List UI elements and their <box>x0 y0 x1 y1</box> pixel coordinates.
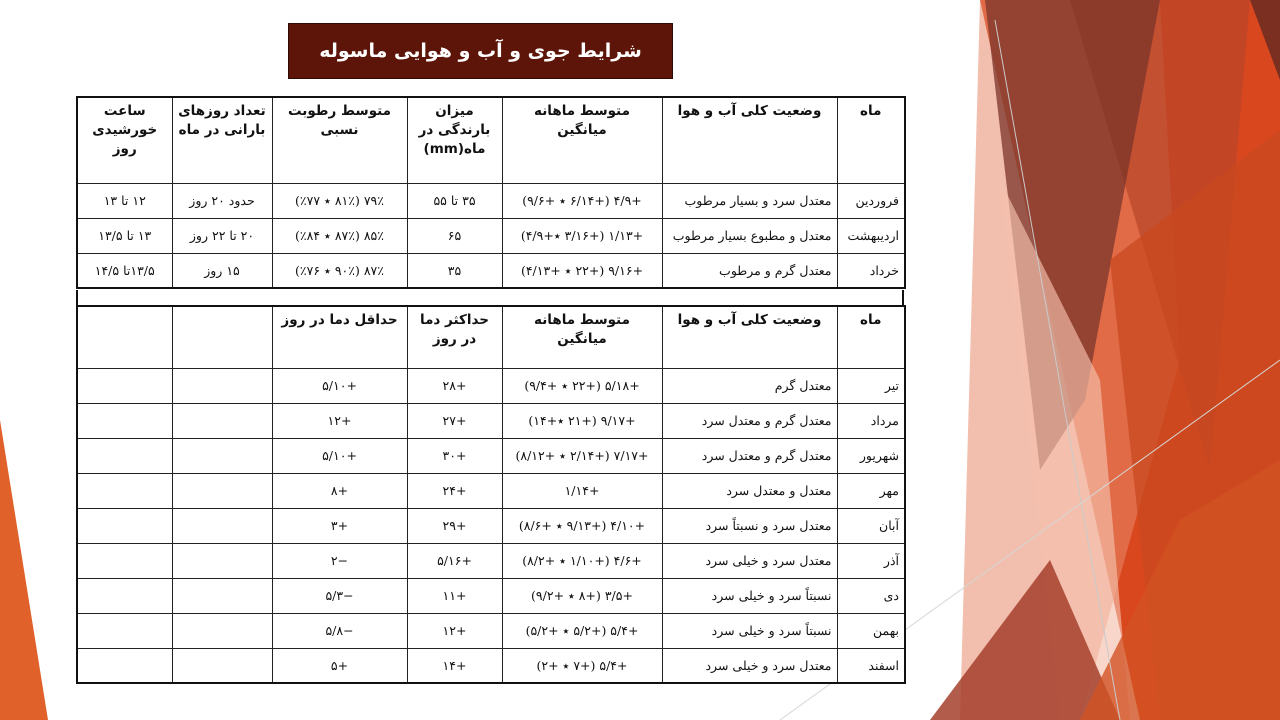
cell-month: خرداد <box>837 253 905 288</box>
header-climate: وضعیت کلی آب و هوا <box>662 306 837 368</box>
cell-rainy-days: ۱۵ روز <box>172 253 272 288</box>
cell-min-temp: +۵ <box>272 648 407 683</box>
cell-empty <box>172 368 272 403</box>
cell-month: فروردین <box>837 183 905 218</box>
cell-min-temp: −۲ <box>272 543 407 578</box>
cell-avg-temp: +۴/۹ (+۶/۱۴ ٭ +۹/۶) <box>502 183 662 218</box>
table-row <box>77 368 905 403</box>
table-header-row <box>77 97 905 183</box>
cell-avg-temp: +۴/۶ (+۱/۱۰ ٭ +۸/۲) <box>502 543 662 578</box>
cell-humidity: ۸۷٪ (۹۰٪ ٭ ۷۶٪) <box>272 253 407 288</box>
cell-empty <box>172 648 272 683</box>
cell-max-temp: +۱۴ <box>407 648 502 683</box>
cell-empty <box>77 403 172 438</box>
cell-min-temp: +۵/۱۰ <box>272 368 407 403</box>
header-min-temp: حداقل دما در روز <box>272 306 407 368</box>
header-humidity: متوسط رطوبت نسبی <box>272 97 407 183</box>
table-separator <box>76 290 904 305</box>
cell-empty <box>77 368 172 403</box>
cell-sun-hours: ۱۳/۵تا ۱۴/۵ <box>77 253 172 288</box>
header-empty <box>77 306 172 368</box>
cell-month: آذر <box>837 543 905 578</box>
page-title: شرایط جوی و آب و هوایی ماسوله <box>288 23 673 79</box>
cell-rainy-days: حدود ۲۰ روز <box>172 183 272 218</box>
cell-avg-temp: +۱/۱۴ <box>502 473 662 508</box>
cell-month: مهر <box>837 473 905 508</box>
cell-empty <box>77 508 172 543</box>
cell-rainy-days: ۲۰ تا ۲۲ روز <box>172 218 272 253</box>
cell-month: آبان <box>837 508 905 543</box>
table-row <box>77 648 905 683</box>
cell-month: اردیبهشت <box>837 218 905 253</box>
cell-rainfall: ۳۵ <box>407 253 502 288</box>
cell-max-temp: +۲۷ <box>407 403 502 438</box>
cell-avg-temp: +۵/۱۸ (+۲۲ ٭ +۹/۴) <box>502 368 662 403</box>
cell-empty <box>77 578 172 613</box>
cell-min-temp: +۸ <box>272 473 407 508</box>
cell-max-temp: +۲۹ <box>407 508 502 543</box>
cell-avg-temp: +۳/۵ (+۸ ٭ +۹/۲) <box>502 578 662 613</box>
cell-empty <box>172 508 272 543</box>
cell-min-temp: +۵/۱۰ <box>272 438 407 473</box>
cell-avg-temp: +۵/۴ (+۵/۲ ٭ +۵/۲) <box>502 613 662 648</box>
cell-climate: معتدل گرم و معتدل سرد <box>662 438 837 473</box>
header-rainy-days: تعداد روزهای بارانی در ماه <box>172 97 272 183</box>
cell-max-temp: +۲۸ <box>407 368 502 403</box>
table-row <box>77 543 905 578</box>
cell-sun-hours: ۱۳ تا ۱۳/۵ <box>77 218 172 253</box>
cell-empty <box>77 648 172 683</box>
table-row <box>77 438 905 473</box>
climate-table-spring <box>76 96 906 289</box>
cell-month: شهریور <box>837 438 905 473</box>
cell-climate: معتدل و معتدل سرد <box>662 473 837 508</box>
cell-empty <box>172 403 272 438</box>
cell-humidity: ۸۵٪ (۸۷٪ ٭ ۸۴٪) <box>272 218 407 253</box>
cell-climate: معتدل گرم و معتدل سرد <box>662 403 837 438</box>
table-row <box>77 578 905 613</box>
cell-month: دی <box>837 578 905 613</box>
cell-month: بهمن <box>837 613 905 648</box>
table-row <box>77 613 905 648</box>
climate-table-rest <box>76 305 906 684</box>
cell-empty <box>172 543 272 578</box>
table-row <box>77 183 905 218</box>
header-avg-temp: متوسط ماهانه میانگین <box>502 306 662 368</box>
table-row <box>77 403 905 438</box>
cell-avg-temp: +۹/۱۶ (+۲۲ ٭ +۴/۱۳) <box>502 253 662 288</box>
header-max-temp: حداکثر دما در روز <box>407 306 502 368</box>
cell-empty <box>77 543 172 578</box>
cell-max-temp: +۵/۱۶ <box>407 543 502 578</box>
cell-climate: معتدل گرم <box>662 368 837 403</box>
header-avg-temp: متوسط ماهانه میانگین <box>502 97 662 183</box>
cell-humidity: ۷۹٪ (۸۱٪ ٭ ۷۷٪) <box>272 183 407 218</box>
cell-month: مرداد <box>837 403 905 438</box>
cell-avg-temp: +۵/۴ (+۷ ٭ +۲) <box>502 648 662 683</box>
header-sun-hours: ساعت خورشیدی روز <box>77 97 172 183</box>
cell-avg-temp: +۱/۱۳ (+۳/۱۶ ٭+۴/۹) <box>502 218 662 253</box>
cell-min-temp: −۵/۸ <box>272 613 407 648</box>
cell-climate: معتدل و مطبوع بسیار مرطوب <box>662 218 837 253</box>
cell-empty <box>77 438 172 473</box>
cell-climate: معتدل سرد و خیلی سرد <box>662 543 837 578</box>
cell-rainfall: ۳۵ تا ۵۵ <box>407 183 502 218</box>
table-row <box>77 473 905 508</box>
cell-max-temp: +۱۱ <box>407 578 502 613</box>
cell-max-temp: +۳۰ <box>407 438 502 473</box>
cell-rainfall: ۶۵ <box>407 218 502 253</box>
cell-empty <box>172 473 272 508</box>
header-rainfall: میزان بارندگی در ماه(mm) <box>407 97 502 183</box>
cell-avg-temp: +۷/۱۷ (+۲/۱۴ ٭ +۸/۱۲) <box>502 438 662 473</box>
cell-climate: نسبتاً سرد و خیلی سرد <box>662 578 837 613</box>
cell-empty <box>172 438 272 473</box>
cell-empty <box>77 613 172 648</box>
table-row <box>77 253 905 288</box>
table-header-row <box>77 306 905 368</box>
cell-avg-temp: +۹/۱۷ (+۲۱ ٭+۱۴) <box>502 403 662 438</box>
cell-max-temp: +۱۲ <box>407 613 502 648</box>
cell-month: تیر <box>837 368 905 403</box>
cell-empty <box>172 578 272 613</box>
cell-min-temp: −۵/۳ <box>272 578 407 613</box>
cell-empty <box>77 473 172 508</box>
cell-min-temp: +۱۲ <box>272 403 407 438</box>
cell-climate: معتدل سرد و نسبتاً سرد <box>662 508 837 543</box>
cell-max-temp: +۲۴ <box>407 473 502 508</box>
header-empty <box>172 306 272 368</box>
cell-empty <box>172 613 272 648</box>
cell-avg-temp: +۴/۱۰ (+۹/۱۳ ٭ +۸/۶) <box>502 508 662 543</box>
header-month: ماه <box>837 306 905 368</box>
cell-month: اسفند <box>837 648 905 683</box>
cell-sun-hours: ۱۲ تا ۱۳ <box>77 183 172 218</box>
cell-climate: معتدل سرد و بسیار مرطوب <box>662 183 837 218</box>
cell-climate: معتدل گرم و مرطوب <box>662 253 837 288</box>
cell-climate: نسبتاً سرد و خیلی سرد <box>662 613 837 648</box>
header-climate: وضعیت کلی آب و هوا <box>662 97 837 183</box>
cell-climate: معتدل سرد و خیلی سرد <box>662 648 837 683</box>
table-row <box>77 218 905 253</box>
cell-min-temp: +۳ <box>272 508 407 543</box>
table-row <box>77 508 905 543</box>
header-month: ماه <box>837 97 905 183</box>
